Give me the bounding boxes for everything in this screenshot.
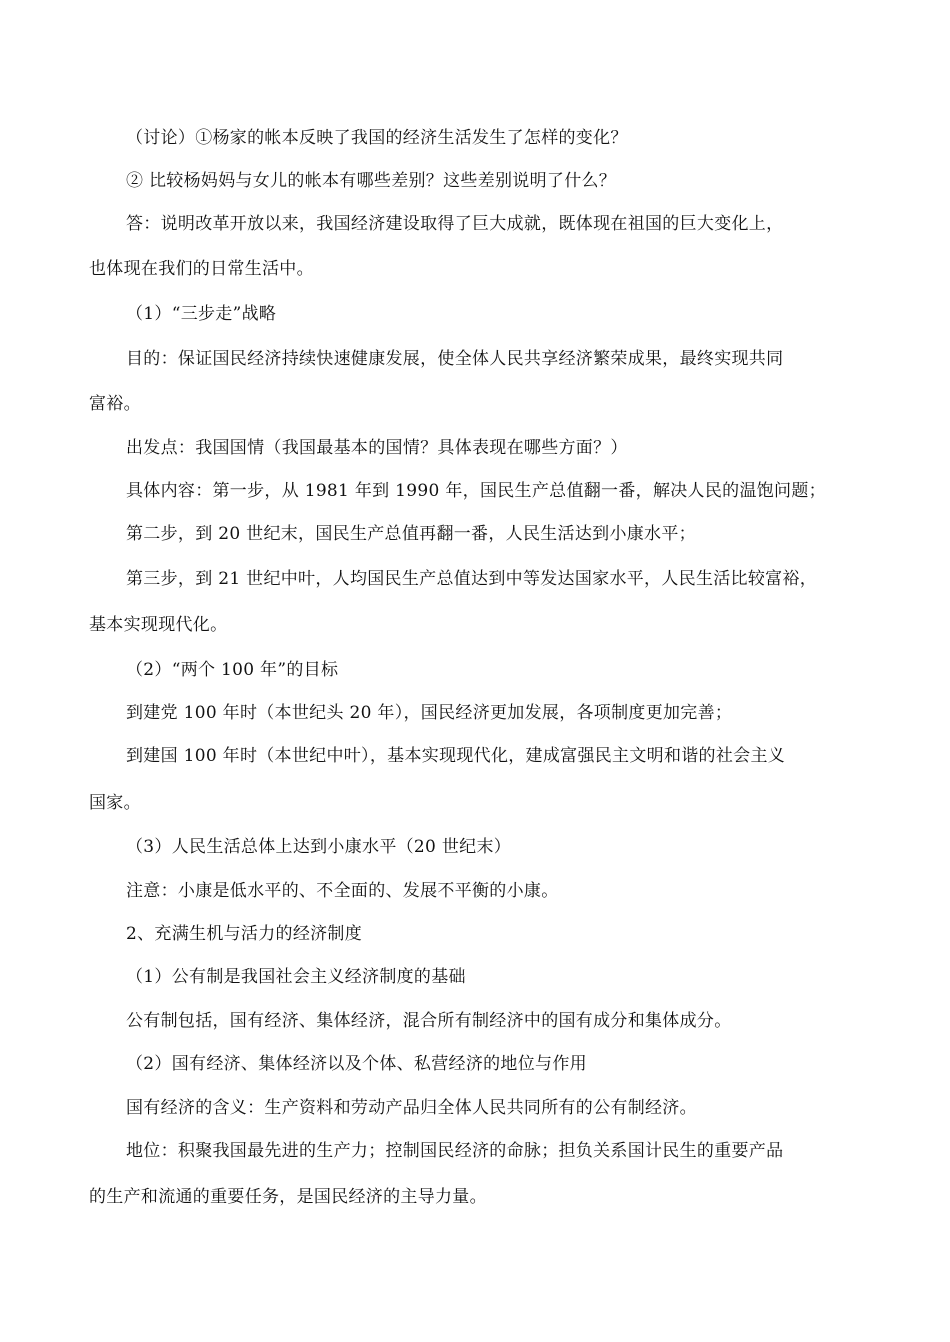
text-line: （讨论）①杨家的帐本反映了我国的经济生活发生了怎样的变化？ <box>126 128 628 148</box>
text-line: ② 比较杨妈妈与女儿的帐本有哪些差别？这些差别说明了什么？ <box>126 171 617 191</box>
section-heading: （1）“三步走”战略 <box>126 304 277 324</box>
text-line: 第二步，到 20 世纪末，国民生产总值再翻一番，人民生活达到小康水平； <box>126 524 696 544</box>
text-line: 基本实现现代化。 <box>89 615 228 635</box>
text-line: 公有制包括，国有经济、集体经济，混合所有制经济中的国有成分和集体成分。 <box>126 1011 732 1031</box>
text-line: 注意：小康是低水平的、不全面的、发展不平衡的小康。 <box>126 881 559 901</box>
text-line: 的生产和流通的重要任务，是国民经济的主导力量。 <box>89 1187 487 1207</box>
text-line: 也体现在我们的日常生活中。 <box>89 259 314 279</box>
text-line: 富裕。 <box>89 394 141 414</box>
text-line: 到建国 100 年时（本世纪中叶），基本实现现代化，建成富强民主文明和谐的社会主义 <box>126 746 786 766</box>
text-line: 地位：积聚我国最先进的生产力；控制国民经济的命脉；担负关系国计民生的重要产品 <box>126 1141 784 1161</box>
text-line: 第三步，到 21 世纪中叶，人均国民生产总值达到中等发达国家水平，人民生活比较富裕， <box>126 569 818 589</box>
text-line: 国家。 <box>89 793 141 813</box>
text-line: 国有经济的含义：生产资料和劳动产品归全体人民共同所有的公有制经济。 <box>126 1098 697 1118</box>
section-heading: （3）人民生活总体上达到小康水平（20 世纪末） <box>126 837 512 857</box>
text-line: 答：说明改革开放以来，我国经济建设取得了巨大成就，既体现在祖国的巨大变化上， <box>126 214 784 234</box>
section-heading: （2）国有经济、集体经济以及个体、私营经济的地位与作用 <box>126 1054 587 1074</box>
text-line: 到建党 100 年时（本世纪头 20 年），国民经济更加发展，各项制度更加完善； <box>126 703 733 723</box>
section-heading: 2、充满生机与活力的经济制度 <box>126 924 363 944</box>
section-heading: （2）“两个 100 年”的目标 <box>126 660 339 680</box>
text-line: 出发点：我国国情（我国最基本的国情？具体表现在哪些方面？） <box>126 438 628 458</box>
text-line: 目的：保证国民经济持续快速健康发展，使全体人民共享经济繁荣成果，最终实现共同 <box>126 349 784 369</box>
section-heading: （1）公有制是我国社会主义经济制度的基础 <box>126 967 466 987</box>
text-line: 具体内容：第一步，从 1981 年到 1990 年，国民生产总值翻一番，解决人民的温饱问题； <box>126 481 826 501</box>
